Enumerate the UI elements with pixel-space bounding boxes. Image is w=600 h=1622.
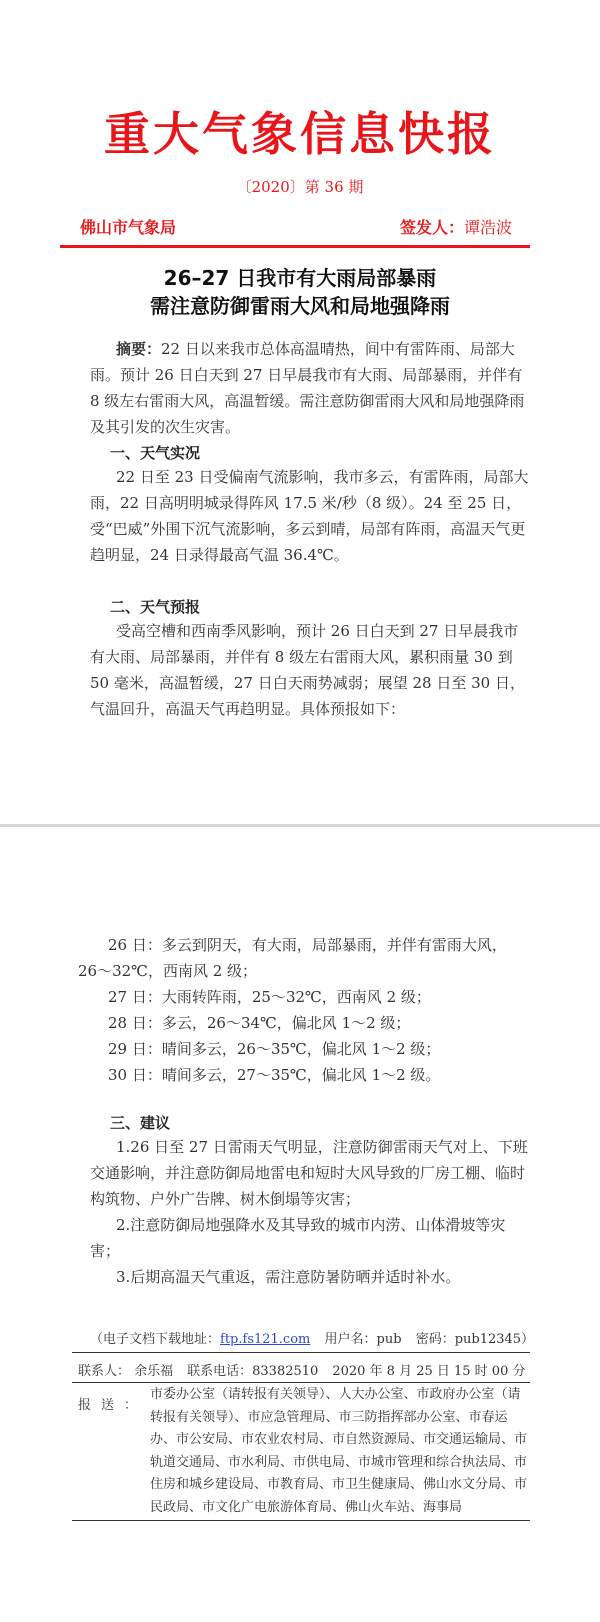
report-to-label: 报送： <box>78 1398 148 1413</box>
issue-datetime: 2020 年 8 月 25 日 15 时 00 分 <box>332 1364 526 1379</box>
forecast-day-30: 30 日：晴间多云，27～35℃，偏北风 1～2 级。 <box>108 1066 441 1084</box>
signer <box>400 215 512 238</box>
signer-label: 签发人： <box>400 218 465 237</box>
contact-person: 联系人： 余乐福 <box>78 1364 174 1379</box>
forecast-day-28: 28 日：多云，26～34℃，偏北风 1～2 级； <box>108 1014 411 1032</box>
report-recipients: 市委办公室（请转报有关领导）、人大办公室、市政府办公室（请转报有关领导）、市应急管理局、市三防指挥部办公室、市春运办、市公安局、市农业农村局、市自然资源局、市交通运输局、市轨道交通局、市水利局、市供电局、市城市管理和综合执法局、市住房和城乡建设局、市教育局、市卫生健康局、佛山水文分局、市民政局、市文化广电旅游体育局、佛山火车站、海事局 <box>150 1387 528 1515</box>
download-link[interactable]: ftp.fs121.com <box>220 1332 311 1347</box>
footer-rule-top <box>72 1352 530 1353</box>
download-info: （电子文档下载地址：ftp.fs121.com 用户名：pub 密码：pub12345） <box>90 1332 535 1347</box>
contact-phone: 联系电话：83382510 <box>187 1364 319 1379</box>
section-heading-forecast: 二、天气预报 <box>110 598 201 616</box>
headline-line-1: 26–27 日我市有大雨局部暴雨 <box>163 266 437 290</box>
headline-line-2: 需注意防御雷雨大风和局地强降雨 <box>150 294 450 318</box>
issuing-org: 佛山市气象局 <box>80 218 177 237</box>
contact-line <box>78 1360 540 1379</box>
section-heading-advice: 三、建议 <box>110 1114 171 1132</box>
footer-rule-middle <box>72 1382 530 1383</box>
advice-item-2: 2.注意防御局地强降水及其导致的城市内涝、山体滑坡等灾害； <box>90 1216 506 1260</box>
signer-name: 谭浩波 <box>464 218 513 237</box>
forecast-day-27: 27 日：大雨转阵雨，25～32℃，西南风 2 级； <box>108 988 431 1006</box>
password: 密码：pub12345） <box>415 1332 535 1347</box>
section-heading-observations: 一、天气实况 <box>110 444 201 462</box>
forecast-day-26: 26 日：多云到阴天，有大雨，局部暴雨，并伴有雷雨大风， <box>108 936 507 954</box>
summary-text: 22 日以来我市总体高温晴热，间中有雷阵雨、局部大雨。预计 26 日白天到 27 日早晨我市有大雨、局部暴雨，并伴有 8 级左右雷雨大风，高温暂缓。需注意防御雷雨大风和局地强降雨及其引发的次生灾害。 <box>90 340 525 436</box>
observations-text: 22 日至 23 日受偏南气流影响，我市多云，有雷阵雨，局部大雨，22 日高明明城录得阵风 17.5 米/秒（8 级）。24 至 25 日，受“巴威”外围下沉气流影响，多云到晴，局部有阵雨，高温天气更趋明显，24 日录得最高气温 36.4℃。 <box>90 468 529 564</box>
page-break <box>0 824 600 827</box>
report-title: 重大气象信息快报 <box>104 107 496 161</box>
footer-rule-bottom <box>72 1520 530 1521</box>
header-divider <box>60 245 530 248</box>
summary-label: 摘要： <box>116 340 162 358</box>
issue-number: 〔2020〕第 36 期 <box>236 178 364 196</box>
forecast-day-29: 29 日：晴间多云，26～35℃，偏北风 1～2 级； <box>108 1040 441 1058</box>
forecast-text: 受高空槽和西南季风影响，预计 26 日白天到 27 日早晨我市有大雨、局部暴雨，并伴有 8 级左右雷雨大风，累积雨量 30 到 50 毫米，高温暂缓，27 日白天雨势减弱；展望 28 日至 30 日，气温回升，高温天气再趋明显。具体预报如下： <box>90 622 525 718</box>
forecast-day-26-cont: 26～32℃，西南风 2 级； <box>78 962 258 980</box>
summary <box>90 336 530 440</box>
advice-item-1: 1.26 日至 27 日雷雨天气明显，注意防御雷雨天气对上、下班交通影响，并注意防御局地雷电和短时大风导致的厂房工棚、临时构筑物、户外广告牌、树木倒塌等灾害； <box>90 1138 528 1208</box>
advice-item-3: 3.后期高温天气重返，需注意防暑防晒并适时补水。 <box>116 1268 461 1286</box>
username: 用户名：pub <box>324 1332 402 1347</box>
